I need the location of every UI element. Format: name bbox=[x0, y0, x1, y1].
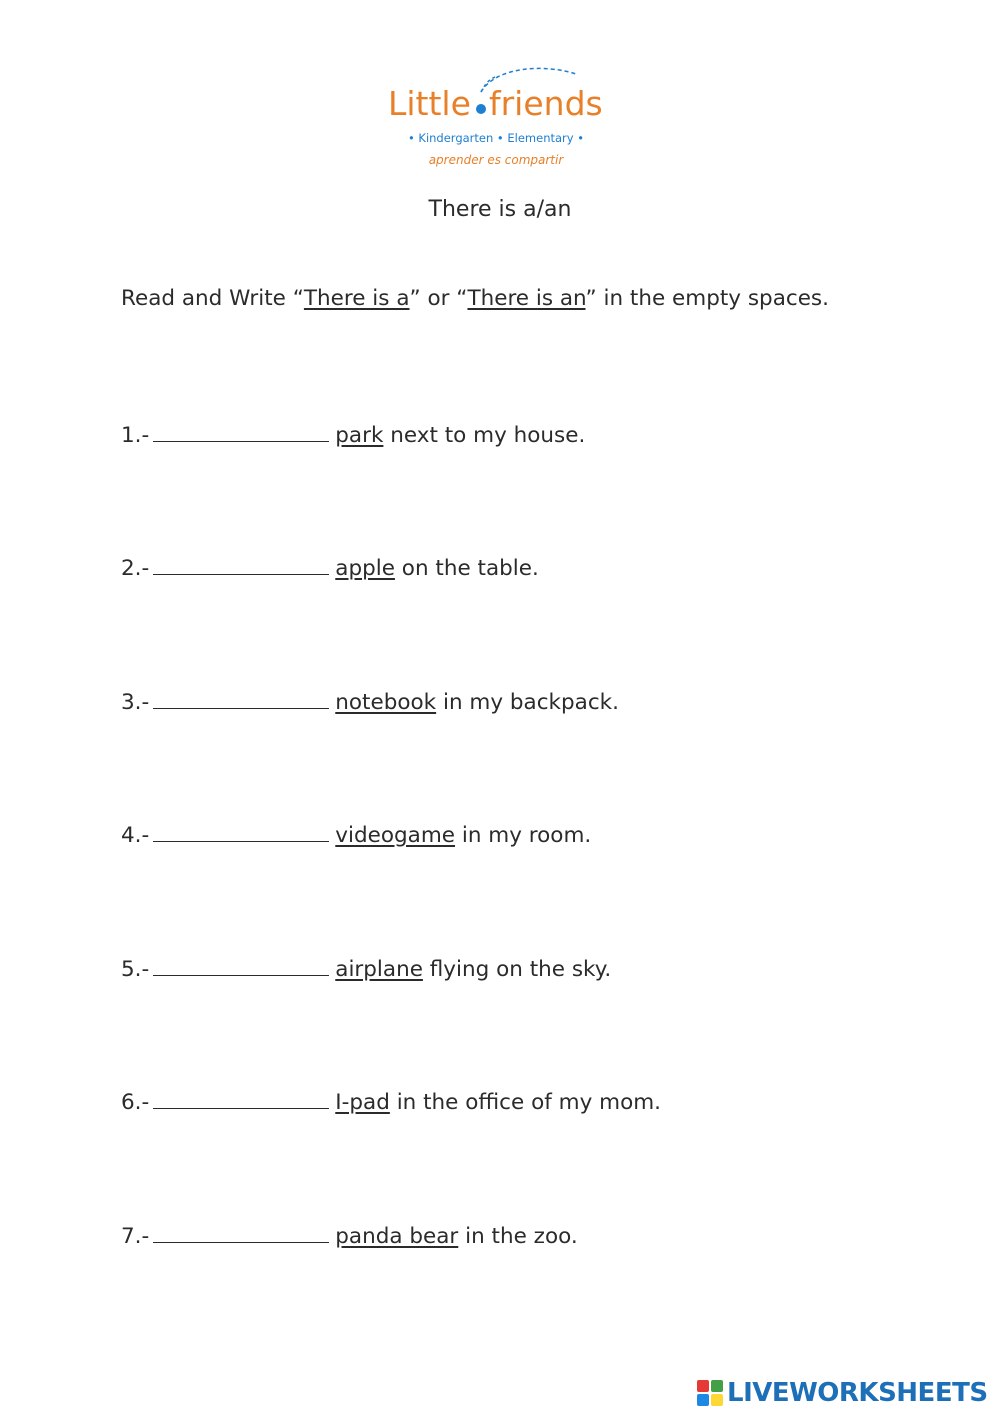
brand-icon-square-yellow bbox=[711, 1394, 723, 1406]
logo-word-little: Little bbox=[388, 84, 471, 123]
item-rest: in the office of my mom. bbox=[389, 1090, 662, 1115]
item-noun: airplane bbox=[335, 957, 423, 982]
school-logo bbox=[386, 64, 616, 176]
item-rest: on the table. bbox=[394, 556, 539, 581]
exercise-item-4 bbox=[121, 821, 591, 848]
brand-icon-square-green bbox=[711, 1380, 723, 1392]
instruction-middle: ” or “ bbox=[409, 286, 468, 311]
answer-blank-1[interactable] bbox=[153, 421, 329, 442]
answer-blank-7[interactable] bbox=[153, 1222, 329, 1243]
brand-name: LIVEWORKSHEETS bbox=[727, 1378, 988, 1408]
logo-word-friends: friends bbox=[489, 84, 603, 123]
brand-icon-square-red bbox=[697, 1380, 709, 1392]
exercise-item-6 bbox=[121, 1088, 661, 1115]
instruction-option-b: There is an bbox=[467, 286, 586, 311]
item-noun: notebook bbox=[335, 690, 437, 715]
instruction-prefix: Read and Write “ bbox=[121, 286, 304, 311]
exercise-item-5 bbox=[121, 955, 611, 982]
item-noun: I-pad bbox=[335, 1090, 390, 1115]
liveworksheets-brand[interactable] bbox=[697, 1378, 988, 1408]
item-number: 6.- bbox=[121, 1090, 150, 1115]
logo-dot-icon bbox=[476, 104, 486, 114]
instruction-text bbox=[121, 286, 829, 311]
item-rest: in my backpack. bbox=[436, 690, 619, 715]
answer-blank-2[interactable] bbox=[153, 554, 329, 575]
answer-blank-3[interactable] bbox=[153, 688, 329, 709]
exercise-item-7 bbox=[121, 1222, 578, 1249]
brand-icon-square-blue bbox=[697, 1394, 709, 1406]
instruction-suffix: ” in the empty spaces. bbox=[585, 286, 829, 311]
item-rest: in my room. bbox=[455, 823, 592, 848]
item-number: 2.- bbox=[121, 556, 150, 581]
answer-blank-6[interactable] bbox=[153, 1088, 329, 1109]
worksheet-title: There is a/an bbox=[428, 197, 572, 222]
item-number: 5.- bbox=[121, 957, 150, 982]
logo-subtitle: • Kindergarten • Elementary • bbox=[407, 131, 585, 145]
item-rest: flying on the sky. bbox=[422, 957, 612, 982]
answer-blank-4[interactable] bbox=[153, 821, 329, 842]
logo-tagline: aprender es compartir bbox=[428, 153, 564, 167]
item-noun: videogame bbox=[335, 823, 456, 848]
item-rest: next to my house. bbox=[383, 423, 586, 448]
exercise-item-3 bbox=[121, 688, 619, 715]
item-noun: apple bbox=[335, 556, 395, 581]
item-noun: panda bear bbox=[335, 1224, 459, 1249]
item-number: 1.- bbox=[121, 423, 150, 448]
instruction-option-a: There is a bbox=[303, 286, 410, 311]
answer-blank-5[interactable] bbox=[153, 955, 329, 976]
liveworksheets-logo-icon bbox=[697, 1380, 723, 1406]
item-number: 4.- bbox=[121, 823, 150, 848]
exercise-item-2 bbox=[121, 554, 539, 581]
item-number: 7.- bbox=[121, 1224, 150, 1249]
item-noun: park bbox=[335, 423, 384, 448]
item-rest: in the zoo. bbox=[458, 1224, 578, 1249]
exercise-item-1 bbox=[121, 421, 585, 448]
item-number: 3.- bbox=[121, 690, 150, 715]
